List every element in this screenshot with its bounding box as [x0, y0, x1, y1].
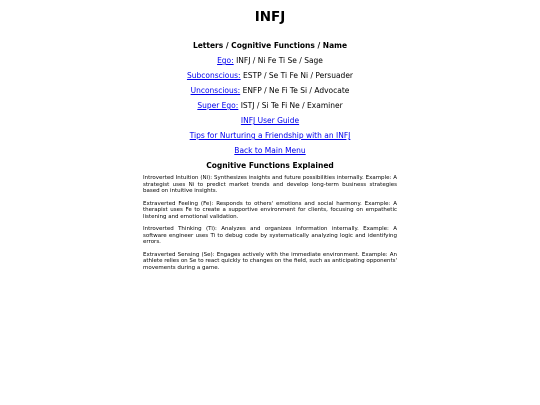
subconscious-link[interactable]: Subconscious:: [186, 71, 241, 80]
page-subtitle: Letters / Cognitive Functions / Name: [192, 41, 348, 50]
friendship-tips-row: [0, 131, 540, 141]
type-row-super-ego: [0, 101, 540, 111]
ego-link[interactable]: Ego:: [217, 56, 234, 65]
main-menu-row: [0, 146, 540, 156]
functions-heading: Cognitive Functions Explained: [206, 161, 334, 170]
type-row-subconscious: [0, 71, 540, 81]
subconscious-text: ESTP / Se Ti Fe Ni / Persuader: [242, 71, 354, 80]
super-ego-link[interactable]: Super Ego:: [197, 101, 239, 110]
unconscious-link[interactable]: Unconscious:: [190, 86, 241, 95]
ego-text: INFJ / Ni Fe Ti Se / Sage: [236, 56, 323, 65]
functions-list: [143, 175, 397, 271]
function-ni-paragraph: Introverted Intuition (Ni): Synthesizes insights and future possibilities internally. Example: A strategist uses Ni to predict market trends and develop long-term business strategies based on intuitive insights.: [143, 175, 397, 194]
function-se-paragraph: Extraverted Sensing (Se): Engages actively with the immediate environment. Example: An athlete relies on Se to react quickly to changes on the field, such as anticipating opponents' movements during a game.: [143, 251, 397, 271]
super-ego-text: ISTJ / Si Te Fi Ne / Examiner: [240, 101, 343, 110]
type-row-ego: [0, 56, 540, 66]
unconscious-text: ENFP / Ne Fi Te Si / Advocate: [242, 86, 350, 95]
friendship-tips-link[interactable]: Tips for Nurturing a Friendship with an INFJ: [189, 131, 351, 140]
function-fe-paragraph: Extraverted Feeling (Fe): Responds to others' emotions and social harmony. Example: A therapist uses Fe to create a supportive environment for clients, focusing on empathetic listening and emotional validation.: [143, 200, 397, 220]
user-guide-link[interactable]: INFJ User Guide: [240, 116, 300, 125]
main-menu-link[interactable]: Back to Main Menu: [234, 146, 306, 155]
type-row-unconscious: [0, 86, 540, 96]
user-guide-row: [0, 116, 540, 126]
page-title: INFJ: [254, 9, 286, 25]
function-ti-paragraph: Introverted Thinking (Ti): Analyzes and organizes information internally. Example: A software engineer uses Ti to debug code by systematically analyzing logic and identifying errors.: [143, 226, 397, 245]
